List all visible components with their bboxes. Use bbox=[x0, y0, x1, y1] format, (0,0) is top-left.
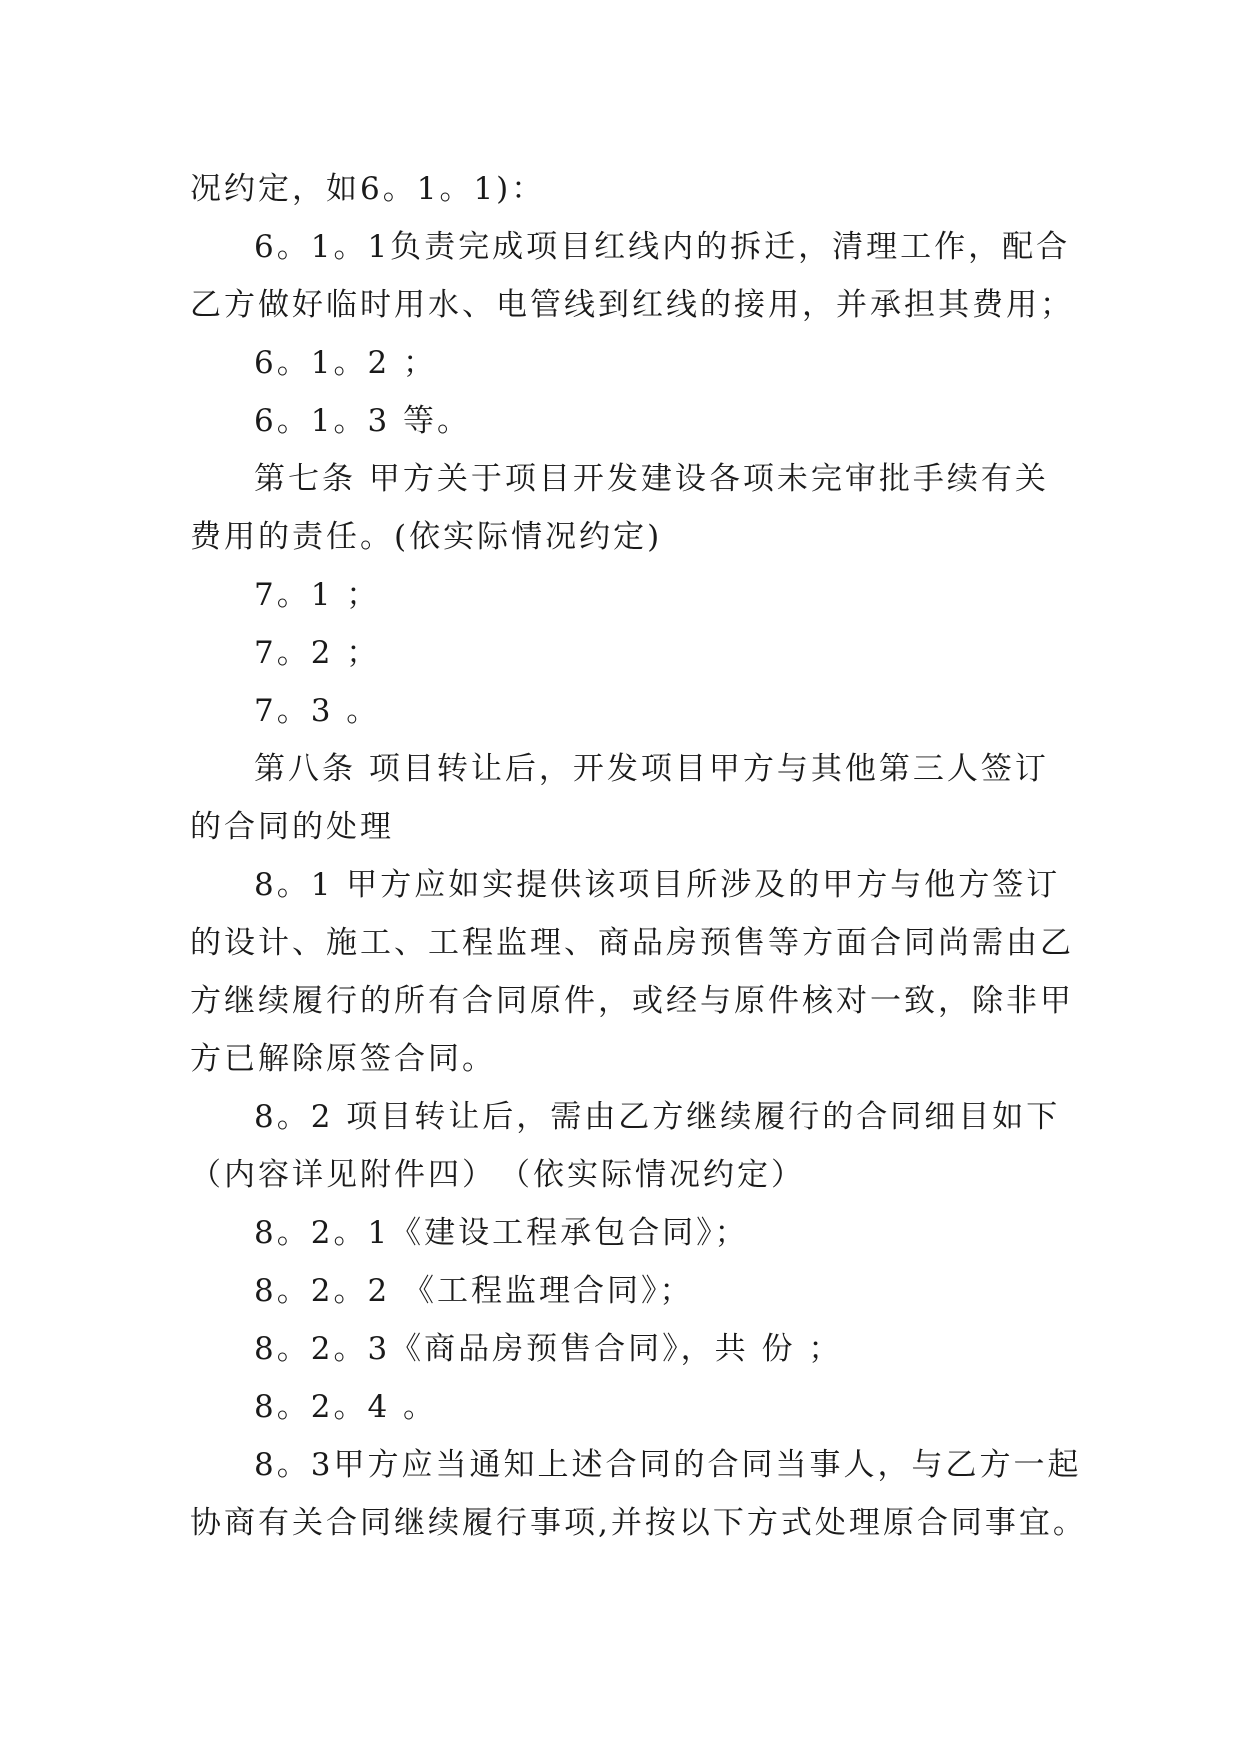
contract-body-text bbox=[190, 160, 1087, 1552]
clause-7-2: 7。2 ； bbox=[254, 635, 381, 671]
clause-8-1-line-4: 方已解除原签合同。 bbox=[190, 1041, 496, 1077]
clause-8-2-line-2: （内容详见附件四） （依实际情况约定） bbox=[190, 1157, 805, 1193]
clause-7-1: 7。1 ； bbox=[254, 577, 381, 613]
clause-8-2-1: 8。2。1《建设工程承包合同》； bbox=[254, 1215, 749, 1251]
clause-8-2-3: 8。2。3《商品房预售合同》，共 份 ； bbox=[254, 1331, 843, 1367]
clause-6-1-2: 6。1。2 ； bbox=[254, 345, 438, 381]
clause-8-1-line-1: 8。1 甲方应如实提供该项目所涉及的甲方与他方签订 bbox=[254, 867, 1061, 903]
article-7-line-1: 第七条 甲方关于项目开发建设各项未完审批手续有关 bbox=[254, 461, 1049, 497]
clause-8-3-line-1: 8。3甲方应当通知上述合同的合同当事人，与乙方一起 bbox=[254, 1447, 1082, 1483]
clause-6-1-1-line-2: 乙方做好临时用水、电管线到红线的接用，并承担其费用； bbox=[190, 287, 1074, 323]
clause-8-2-2: 8。2。2 《工程监理合同》； bbox=[254, 1273, 694, 1309]
clause-8-2-line-1: 8。2 项目转让后，需由乙方继续履行的合同细目如下 bbox=[254, 1099, 1061, 1135]
text-line-1: 况约定，如6。1。1)： bbox=[190, 171, 546, 207]
article-8-line-1: 第八条 项目转让后，开发项目甲方与其他第三人签订 bbox=[254, 751, 1049, 787]
clause-8-3-line-2: 协商有关合同继续履行事项,并按以下方式处理原合同事宜。 bbox=[190, 1505, 1087, 1541]
clause-8-1-line-3: 方继续履行的所有合同原件，或经与原件核对一致，除非甲 bbox=[190, 983, 1074, 1019]
clause-6-1-1-line-1: 6。1。1负责完成项目红线内的拆迁，清理工作，配合 bbox=[254, 229, 1071, 265]
article-7-line-2: 费用的责任。(依实际情况约定) bbox=[190, 519, 663, 555]
clause-7-3: 7。3 。 bbox=[254, 693, 381, 729]
article-8-line-2: 的合同的处理 bbox=[190, 809, 394, 845]
clause-8-1-line-2: 的设计、施工、工程监理、商品房预售等方面合同尚需由乙 bbox=[190, 925, 1074, 961]
clause-6-1-3: 6。1。3 等。 bbox=[254, 403, 472, 439]
clause-8-2-4: 8。2。4 。 bbox=[254, 1389, 438, 1425]
